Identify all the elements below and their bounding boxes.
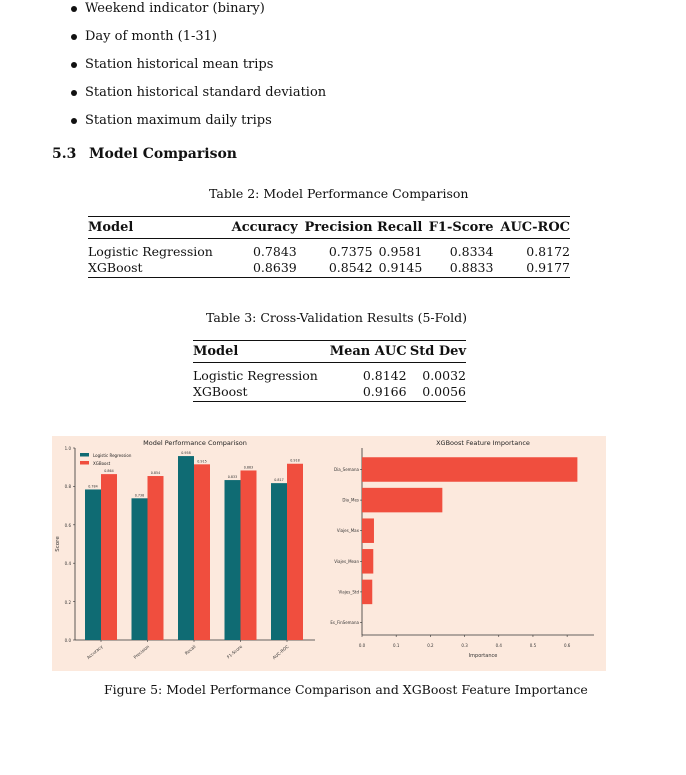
table-cell: 0.8142 — [362, 367, 407, 383]
feature-label: Es_FinSemana — [330, 620, 359, 625]
legend-label: Logistic Regression — [93, 453, 132, 458]
table-cell: XGBoost — [88, 259, 143, 275]
bullet-text: Weekend indicator (binary) — [85, 1, 265, 16]
table-cell: 0.8833 — [449, 259, 494, 275]
bullet-text: Station historical mean trips — [85, 57, 274, 72]
bar-value-label: 0.915 — [197, 459, 207, 464]
left-chart-title: Model Performance Comparison — [143, 439, 247, 447]
model-performance-table — [88, 216, 570, 278]
table2-caption: Table 2: Model Performance Comparison — [209, 186, 469, 201]
cross-validation-table — [193, 340, 466, 402]
bullet-dot — [71, 6, 77, 12]
left-xtick-label: Accuracy — [85, 643, 104, 661]
table-row — [193, 383, 466, 402]
left-ytick-label: 0.2 — [64, 600, 71, 605]
column-header: Model — [193, 344, 239, 359]
importance-bar — [362, 518, 374, 543]
section-title: Model Comparison — [89, 146, 237, 162]
left-xtick-label: AUC-ROC — [271, 643, 290, 661]
table-header-row — [193, 341, 466, 363]
right-xtick-label: 0.2 — [427, 643, 434, 648]
bullet-dot — [71, 34, 77, 40]
table-cell: 0.9581 — [378, 243, 423, 259]
left-xtick-label: Precision — [132, 643, 151, 660]
right-xtick-label: 0.4 — [495, 643, 502, 648]
column-header: Mean AUC — [329, 344, 407, 359]
bullet-dot — [71, 62, 77, 68]
feature-label: Viajes_Mean — [334, 558, 359, 564]
right-xtick-label: 0.0 — [358, 643, 366, 648]
bar-xgboost — [241, 470, 257, 640]
column-header: Recall — [377, 220, 423, 235]
table-row — [88, 239, 570, 260]
bar-value-label: 0.854 — [150, 471, 161, 476]
bar-logistic — [178, 456, 194, 640]
left-xtick-label: F1-Score — [225, 643, 244, 660]
feature-label: Viajes_Max — [336, 528, 359, 534]
left-ytick-label: 0.4 — [64, 561, 71, 566]
table-cell: Logistic Regression — [88, 243, 213, 259]
feature-bullet-list — [70, 0, 326, 140]
table-cell: XGBoost — [193, 383, 248, 399]
table3-caption: Table 3: Cross-Validation Results (5-Fold) — [206, 310, 468, 325]
table-cell: 0.9166 — [362, 383, 407, 399]
feature-label: Viajes_Std — [338, 589, 359, 595]
left-xtick-label: Recall — [183, 643, 197, 656]
bullet-item — [70, 0, 326, 28]
table-cell: 0.7375 — [328, 243, 373, 259]
legend-label: XGBoost — [93, 461, 111, 466]
bullet-text: Station maximum daily trips — [85, 113, 272, 128]
right-bars — [330, 457, 577, 625]
figure-svg — [52, 436, 606, 671]
bar-logistic — [225, 480, 241, 640]
section-heading — [52, 146, 237, 162]
table-cell: 0.9145 — [378, 259, 423, 275]
left-ytick-label: 0.8 — [64, 484, 71, 489]
bar-logistic — [132, 498, 148, 640]
bar-value-label: 0.883 — [243, 465, 254, 470]
right-xtick-label: 0.5 — [529, 643, 537, 648]
bullet-dot — [71, 118, 77, 124]
table-cell: 0.8542 — [328, 259, 373, 275]
table-cell: 0.8639 — [252, 259, 297, 275]
bar-xgboost — [148, 476, 164, 640]
bar-logistic — [85, 489, 101, 640]
left-ytick-label: 0.0 — [64, 638, 71, 643]
right-xtick-label: 0.3 — [461, 643, 468, 648]
legend-swatch-xgboost — [80, 461, 89, 465]
column-header: Precision — [304, 220, 373, 235]
bullet-text: Day of month (1-31) — [85, 29, 218, 44]
bullet-text: Station historical standard deviation — [85, 85, 327, 100]
left-ytick-label: 0.6 — [64, 523, 71, 528]
bar-logistic — [271, 483, 287, 640]
right-x-label: Importance — [468, 653, 498, 659]
feature-label: Dia_Mes — [342, 497, 359, 503]
column-header: AUC-ROC — [500, 220, 570, 235]
bar-value-label: 0.817 — [274, 478, 284, 483]
left-bars — [85, 451, 303, 640]
bar-value-label: 0.738 — [134, 493, 145, 498]
left-y-ticks — [65, 446, 72, 643]
feature-label: Dia_Semana — [334, 467, 359, 472]
importance-bar — [362, 549, 373, 574]
table-cell: 0.7843 — [252, 243, 297, 259]
right-chart-title: XGBoost Feature Importance — [436, 439, 530, 447]
importance-bar — [362, 488, 442, 512]
left-y-label: Score — [55, 536, 61, 552]
bar-value-label: 0.833 — [227, 475, 238, 480]
bar-value-label: 0.864 — [104, 469, 114, 474]
figure-caption: Figure 5: Model Performance Comparison and XGBoost Feature Importance — [104, 682, 588, 697]
right-x-ticks — [359, 635, 571, 648]
table-cell: 0.0032 — [422, 367, 466, 383]
bullet-item — [70, 112, 326, 140]
right-xtick-label: 0.1 — [393, 643, 400, 648]
table-cell: 0.0056 — [422, 383, 466, 399]
bullet-dot — [71, 90, 77, 96]
column-header: F1-Score — [428, 220, 494, 235]
table-cell: 0.8172 — [526, 243, 570, 259]
bullet-item — [70, 28, 326, 56]
figure-panel — [52, 436, 606, 671]
bar-xgboost — [101, 474, 117, 640]
bar-value-label: 0.958 — [181, 451, 191, 456]
right-xtick-label: 0.6 — [563, 643, 571, 648]
bar-value-label: 0.918 — [290, 458, 300, 463]
column-header: Std Dev — [409, 344, 466, 359]
legend-swatch-logistic — [80, 453, 89, 457]
left-x-ticks — [86, 640, 290, 660]
bar-xgboost — [287, 464, 303, 640]
table-cell: 0.8334 — [449, 243, 494, 259]
table-row — [193, 363, 466, 384]
section-number: 5.3 — [52, 146, 77, 162]
importance-bar — [362, 457, 577, 482]
bullet-item — [70, 84, 326, 112]
column-header: Accuracy — [231, 220, 298, 235]
table-header-row — [88, 217, 570, 239]
bullet-item — [70, 56, 326, 84]
column-header: Model — [88, 220, 134, 235]
bar-xgboost — [194, 464, 210, 640]
importance-bar — [362, 580, 372, 605]
table-row — [88, 259, 570, 278]
table-cell: 0.9177 — [526, 259, 570, 275]
table-cell: Logistic Regression — [193, 367, 318, 383]
left-ytick-label: 1.0 — [64, 446, 71, 451]
legend — [80, 453, 132, 466]
bar-value-label: 0.784 — [88, 484, 98, 489]
